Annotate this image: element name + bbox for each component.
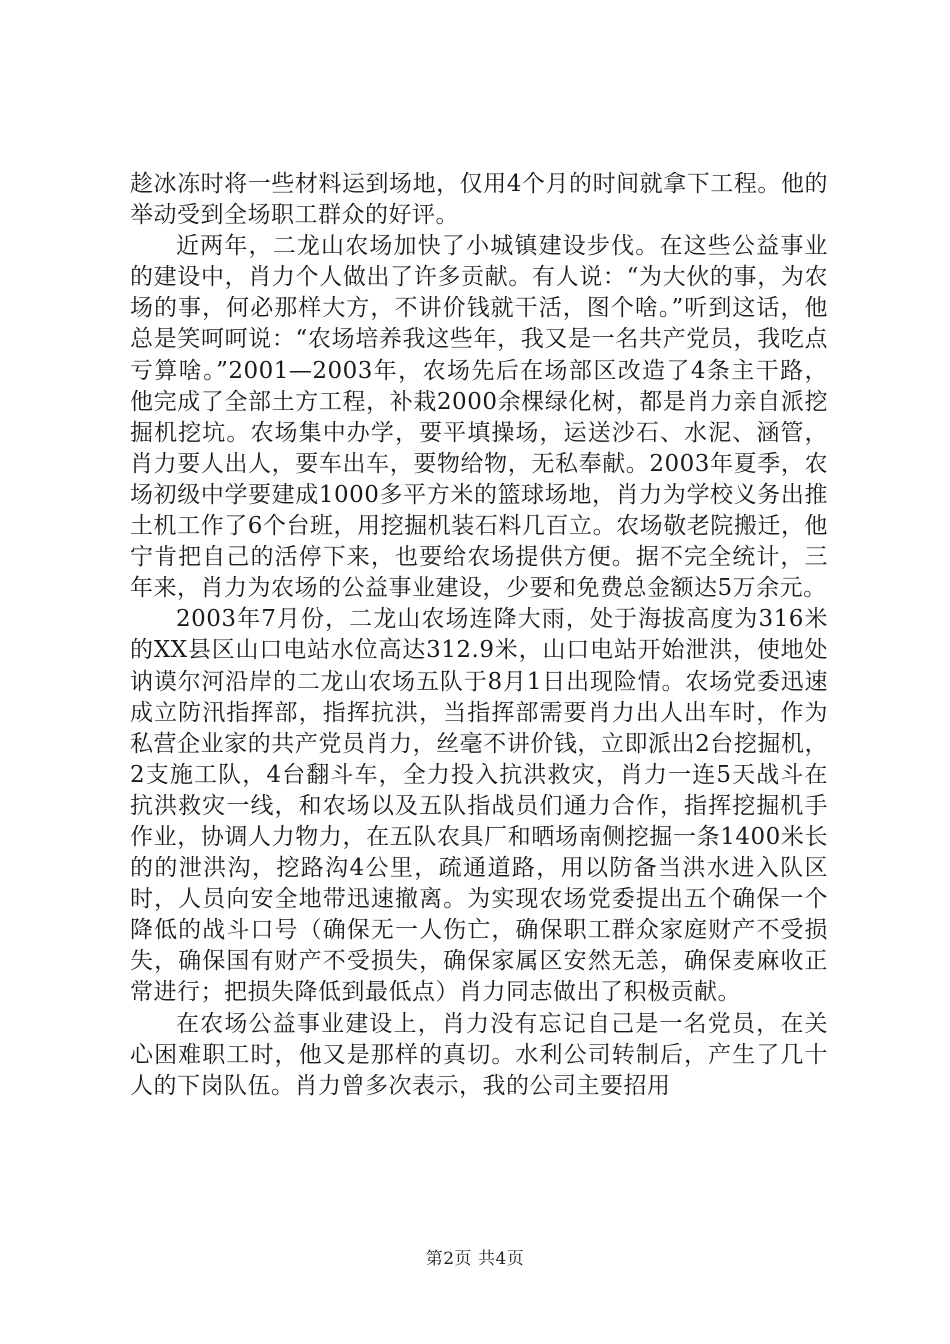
page-footer	[0, 1244, 950, 1269]
paragraph-flood-relief: 2003年7月份，二龙山农场连降大雨，处于海拔高度为316米的XX县区山口电站水位高达312.9米，山口电站开始泄洪，使地处讷谟尔河沿岸的二龙山农场五队于8月1日出现险情。农场党委迅速成立防汛指挥部，指挥抗洪，当指挥部需要肖力出人出车时，作为私营企业家的共产党员肖力，丝毫不讲价钱，立即派出2台挖掘机，2支施工队，4台翻斗车，全力投入抗洪救灾，肖力一连5天战斗在抗洪救灾一线，和农场以及五队指战员们通力合作，指挥挖掘机手作业，协调人力物力，在五队农具厂和晒场南侧挖掘一条1400米长的的泄洪沟，挖路沟4公里，疏通道路，用以防备当洪水进入队区时，人员向安全地带迅速撤离。为实现农场党委提出五个确保一个降低的战斗口号（确保无一人伤亡，确保职工群众家庭财产不受损失，确保国有财产不受损失，确保家属区安然无恙，确保麦麻收正常进行；把损失降低到最低点）肖力同志做出了积极贡献。	[130, 606, 828, 1006]
page-number: 第2页 共4页	[425, 1249, 525, 1269]
document-body	[130, 169, 828, 1102]
paragraph-town-construction: 近两年，二龙山农场加快了小城镇建设步伐。在这些公益事业的建设中，肖力个人做出了许多贡献。有人说：“为大伙的事，为农场的事，何必那样大方，不讲价钱就干活，图个啥。”听到这话，他总是笑呵呵说：“农场培养我这些年，我又是一名共产党员，我吃点亏算啥。”2001—2003年，农场先后在场部区改造了4条主干路，他完成了全部土方工程，补栽2000余棵绿化树，都是肖力亲自派挖掘机挖坑。农场集中办学，要平填操场，运送沙石、水泥、涵管，肖力要人出人，要车出车，要物给物，无私奉献。2003年夏季，农场初级中学要建成1000多平方米的篮球场地，肖力为学校义务出推土机工作了6个台班，用挖掘机装石料几百立。农场敬老院搬迁，他宁肯把自己的活停下来，也要给农场提供方便。据不完全统计，三年来，肖力为农场的公益事业建设，少要和免费总金额达5万余元。	[130, 233, 828, 602]
paragraph-caring-workers: 在农场公益事业建设上，肖力没有忘记自己是一名党员，在关心困难职工时，他又是那样的真切。水利公司转制后，产生了几十人的下岗队伍。肖力曾多次表示，我的公司主要招用	[130, 1010, 828, 1099]
paragraph-continuation: 趁冰冻时将一些材料运到场地，仅用4个月的时间就拿下工程。他的举动受到全场职工群众的好评。	[130, 171, 828, 229]
